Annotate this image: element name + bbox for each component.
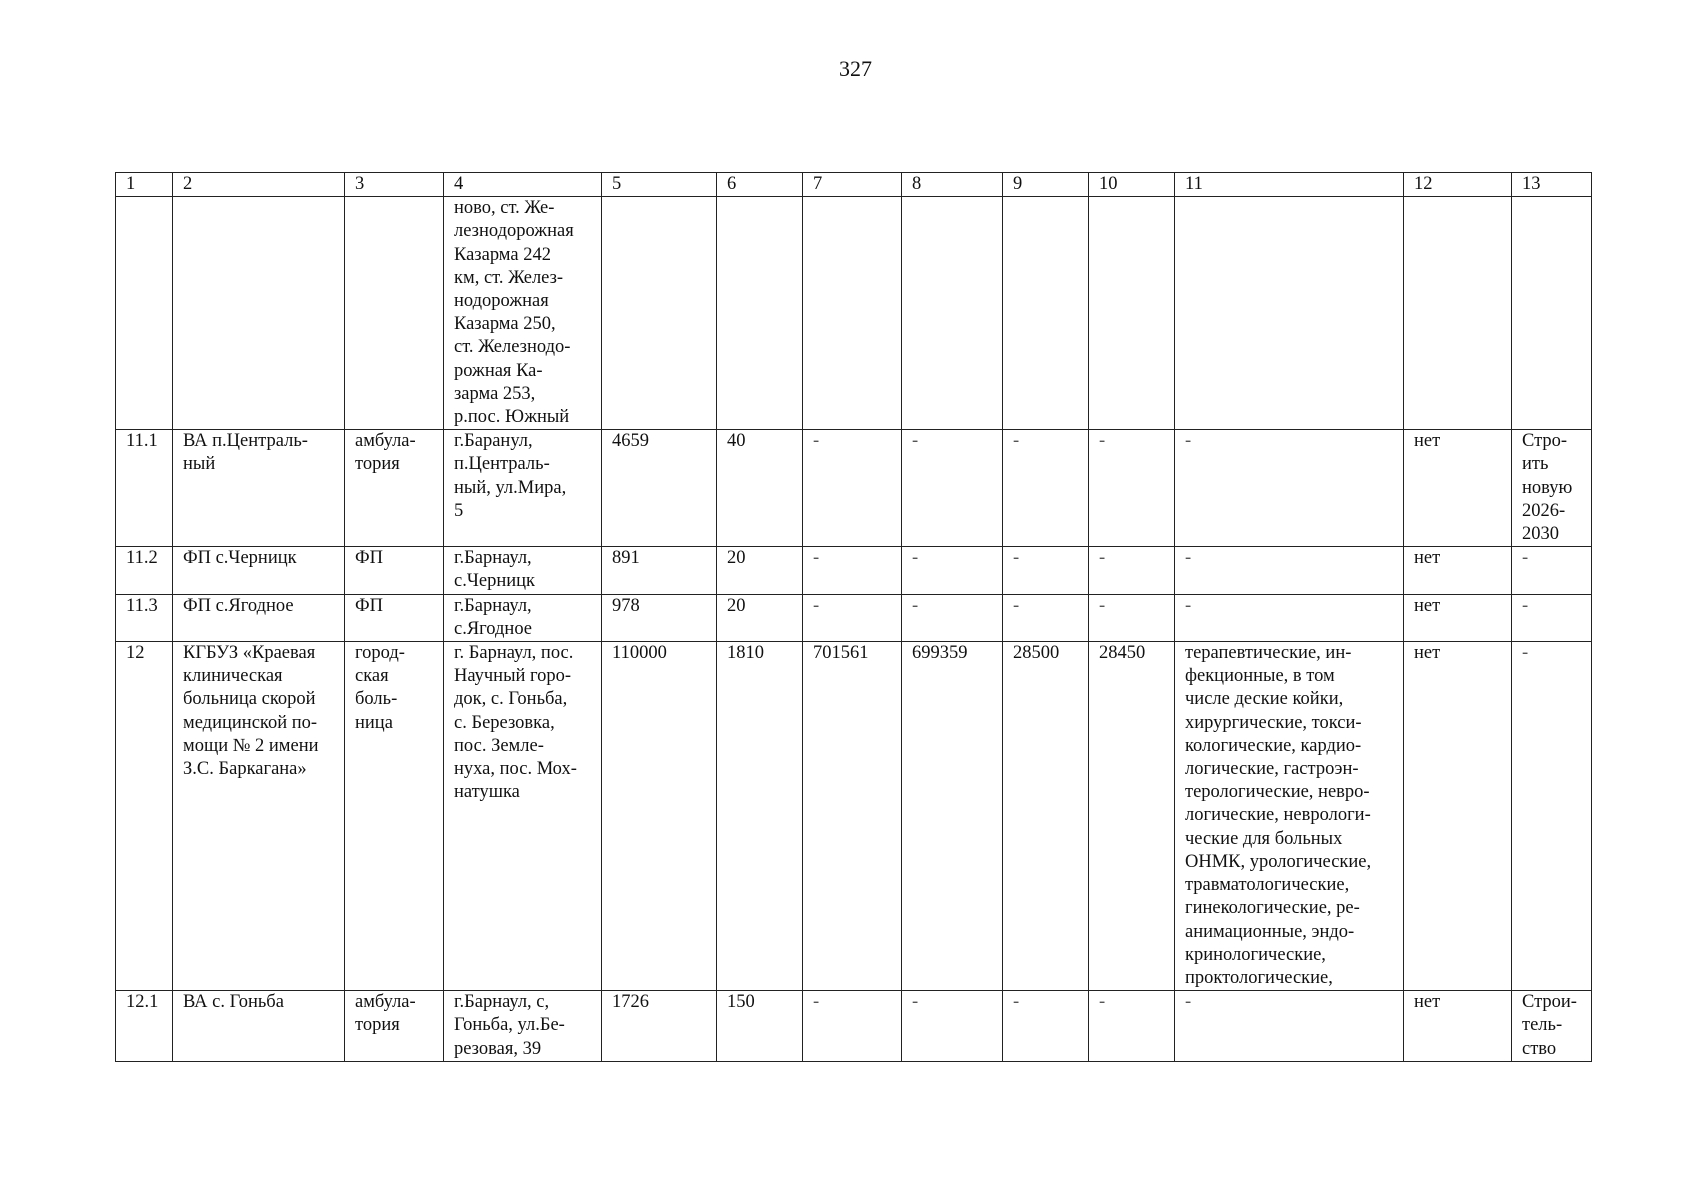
column-number-9: 9 <box>1003 173 1089 197</box>
column-number-5: 5 <box>602 173 717 197</box>
table-cell-col-12: нет <box>1404 547 1512 594</box>
table-cell-col-10: 28450 <box>1089 642 1175 991</box>
column-number-11: 11 <box>1175 173 1404 197</box>
table-cell-col-11: терапевтические, ин- фекционные, в том числе деские койки, хирургические, токси- кологические, кардио- логические, гастроэн- терологические, невро- логические, неврологи- ческие для больных ОНМК, урологические, травматологические, гинекологические, ре- анимационные, эндо- кринологические, проктологические, <box>1175 642 1404 991</box>
table-cell-col-10: - <box>1089 991 1175 1062</box>
table-row <box>116 430 1592 547</box>
column-number-12: 12 <box>1404 173 1512 197</box>
table-cell-col-10 <box>1089 197 1175 430</box>
table-cell-col-2: ФП с.Черницк <box>173 547 345 594</box>
column-number-7: 7 <box>803 173 902 197</box>
table-cell-col-3: амбула- тория <box>345 991 444 1062</box>
table-cell-col-12 <box>1404 197 1512 430</box>
table-cell-col-6: 40 <box>717 430 803 547</box>
table-cell-col-6: 150 <box>717 991 803 1062</box>
table-cell-col-7 <box>803 197 902 430</box>
table-cell-col-2 <box>173 197 345 430</box>
table-cell-col-5 <box>602 197 717 430</box>
table-cell-col-6 <box>717 197 803 430</box>
table-cell-col-12: нет <box>1404 991 1512 1062</box>
table-cell-col-9: - <box>1003 547 1089 594</box>
table-cell-col-13: - <box>1512 594 1592 641</box>
table-cell-col-9 <box>1003 197 1089 430</box>
table-cell-col-5: 891 <box>602 547 717 594</box>
column-number-4: 4 <box>444 173 602 197</box>
table-cell-col-7: - <box>803 547 902 594</box>
table-cell-col-4: ново, ст. Же- лезнодорожная Казарма 242 км, ст. Желез- нодорожная Казарма 250, ст. Железнодо- рожная Ка- зарма 253, р.пос. Южный <box>444 197 602 430</box>
column-number-13: 13 <box>1512 173 1592 197</box>
table-cell-col-10: - <box>1089 594 1175 641</box>
table-cell-col-3: город- ская боль- ница <box>345 642 444 991</box>
table-cell-col-9: 28500 <box>1003 642 1089 991</box>
column-number-10: 10 <box>1089 173 1175 197</box>
table-cell-col-8: - <box>902 991 1003 1062</box>
table-cell-col-5: 1726 <box>602 991 717 1062</box>
table-cell-col-4: г.Баранул, п.Централь- ный, ул.Мира, 5 <box>444 430 602 547</box>
table-cell-col-13: Стро- ить новую 2026- 2030 <box>1512 430 1592 547</box>
table-cell-col-6: 1810 <box>717 642 803 991</box>
table-cell-col-5: 4659 <box>602 430 717 547</box>
facilities-table <box>115 172 1592 1062</box>
table-cell-col-11: - <box>1175 547 1404 594</box>
column-number-2: 2 <box>173 173 345 197</box>
table-cell-col-2: ФП с.Ягодное <box>173 594 345 641</box>
table-row <box>116 197 1592 430</box>
table-cell-col-11: - <box>1175 991 1404 1062</box>
table-row <box>116 594 1592 641</box>
table-cell-col-2: КГБУЗ «Краевая клиническая больница скорой медицинской по- мощи № 2 имени З.С. Баркагана» <box>173 642 345 991</box>
table-cell-col-11 <box>1175 197 1404 430</box>
table-cell-col-12: нет <box>1404 594 1512 641</box>
column-number-1: 1 <box>116 173 173 197</box>
table-cell-col-13: Строи- тель- ство <box>1512 991 1592 1062</box>
table-cell-col-13 <box>1512 197 1592 430</box>
table-cell-col-1: 12.1 <box>116 991 173 1062</box>
table-cell-col-5: 110000 <box>602 642 717 991</box>
column-number-6: 6 <box>717 173 803 197</box>
table-cell-col-4: г.Барнаул, с.Черницк <box>444 547 602 594</box>
table-cell-col-3: амбула- тория <box>345 430 444 547</box>
table-row <box>116 547 1592 594</box>
table-cell-col-8: - <box>902 594 1003 641</box>
table-body <box>116 173 1592 1062</box>
table-cell-col-1: 11.3 <box>116 594 173 641</box>
table-cell-col-9: - <box>1003 594 1089 641</box>
table-cell-col-10: - <box>1089 430 1175 547</box>
table-cell-col-8: - <box>902 547 1003 594</box>
table-cell-col-7: - <box>803 594 902 641</box>
table-cell-col-4: г. Барнаул, пос. Научный горо- док, с. Гоньба, с. Березовка, пос. Земле- нуха, пос. Мох- натушка <box>444 642 602 991</box>
table-header-row <box>116 173 1592 197</box>
table-cell-col-1: 11.1 <box>116 430 173 547</box>
table-cell-col-2: ВА с. Гоньба <box>173 991 345 1062</box>
table-cell-col-3: ФП <box>345 594 444 641</box>
table-cell-col-2: ВА п.Централь- ный <box>173 430 345 547</box>
column-number-8: 8 <box>902 173 1003 197</box>
table-cell-col-13: - <box>1512 547 1592 594</box>
table-cell-col-11: - <box>1175 430 1404 547</box>
table-cell-col-7: 701561 <box>803 642 902 991</box>
table-cell-col-3: ФП <box>345 547 444 594</box>
table-cell-col-8: 699359 <box>902 642 1003 991</box>
table-row <box>116 642 1592 991</box>
table-cell-col-8: - <box>902 430 1003 547</box>
table-cell-col-9: - <box>1003 430 1089 547</box>
table-cell-col-7: - <box>803 991 902 1062</box>
table-cell-col-9: - <box>1003 991 1089 1062</box>
table-cell-col-11: - <box>1175 594 1404 641</box>
table-cell-col-1: 12 <box>116 642 173 991</box>
table-cell-col-4: г.Барнаул, с, Гоньба, ул.Бе- резовая, 39 <box>444 991 602 1062</box>
table-cell-col-7: - <box>803 430 902 547</box>
table-cell-col-1: 11.2 <box>116 547 173 594</box>
table-cell-col-10: - <box>1089 547 1175 594</box>
table-cell-col-12: нет <box>1404 642 1512 991</box>
table-cell-col-6: 20 <box>717 594 803 641</box>
table-cell-col-1 <box>116 197 173 430</box>
table-cell-col-6: 20 <box>717 547 803 594</box>
page-number: 327 <box>839 56 872 81</box>
table-cell-col-13: - <box>1512 642 1592 991</box>
table-cell-col-8 <box>902 197 1003 430</box>
table-row <box>116 991 1592 1062</box>
column-number-3: 3 <box>345 173 444 197</box>
table-cell-col-4: г.Барнаул, с.Ягодное <box>444 594 602 641</box>
table-cell-col-5: 978 <box>602 594 717 641</box>
table-cell-col-12: нет <box>1404 430 1512 547</box>
table-cell-col-3 <box>345 197 444 430</box>
